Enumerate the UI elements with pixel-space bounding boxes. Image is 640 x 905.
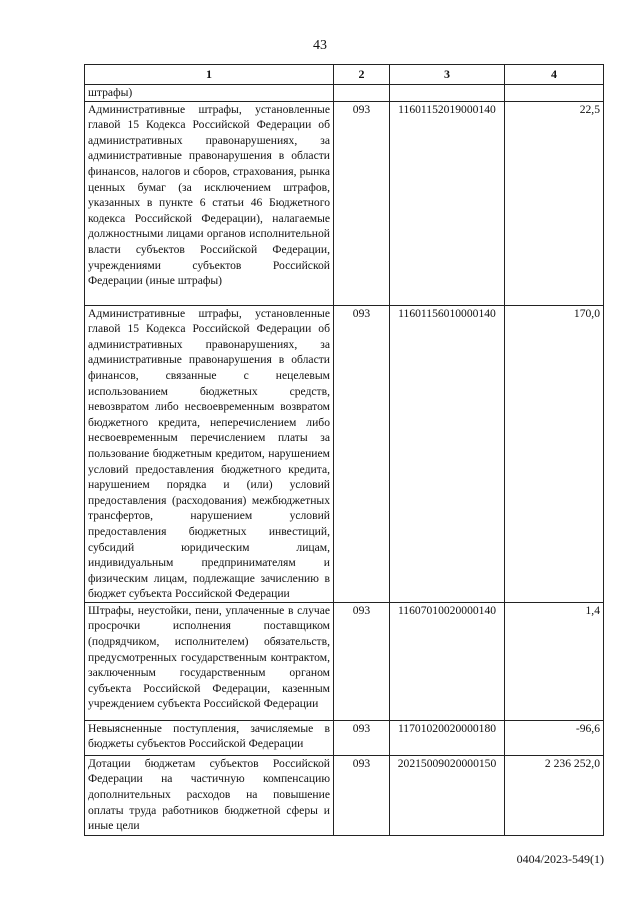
- table-row: [85, 305, 604, 602]
- table-row: [85, 602, 604, 720]
- row-amount: 22,5: [505, 101, 604, 305]
- continuation-row: [85, 85, 604, 102]
- table-row: [85, 720, 604, 755]
- row-description: Невыясненные поступления, зачисляемые в бюджеты субъектов Российской Федерации: [85, 720, 334, 755]
- row-kbk: 20215009020000150: [390, 755, 505, 835]
- row-description: Дотации бюджетам субъектов Российской Федерации на частичную компенсацию дополнительных расходов на повышение оплаты труда работников бюджетной сферы и иные цели: [85, 755, 334, 835]
- revenue-table: [84, 64, 604, 836]
- column-header-4: 4: [505, 65, 604, 85]
- row-admin-code: 093: [334, 101, 390, 305]
- row-amount: -96,6: [505, 720, 604, 755]
- row-amount: 2 236 252,0: [505, 755, 604, 835]
- column-header-3: 3: [390, 65, 505, 85]
- row-amount: 1,4: [505, 602, 604, 720]
- row-description: Административные штрафы, установленные главой 15 Кодекса Российской Федерации об административных правонарушениях, за административные правонарушения в области финансов, связанные с нецелевым использованием бюджетных средств, невозвратом либо несвоевременным возвратом бюджетного кредита, неперечислением либо несвоевременным перечислением платы за пользование бюджетным кредитом, нарушением условий предоставления бюджетного кредита, нарушением порядка и (или) условий предоставления (расходования) межбюджетных трансфертов, нарушением условий предоставления бюджетных инвестиций, субсидий юридическим лицам, индивидуальным предпринимателям и физическим лицам, подлежащие зачислению в бюджет субъекта Российской Федерации: [85, 305, 334, 602]
- row-admin-code: 093: [334, 602, 390, 720]
- row-admin-code: 093: [334, 720, 390, 755]
- row-amount: 170,0: [505, 305, 604, 602]
- row-kbk: 11701020020000180: [390, 720, 505, 755]
- continuation-text: штрафы): [85, 85, 334, 102]
- document-registration-number: 0404/2023-549(1): [516, 852, 604, 866]
- column-header-2: 2: [334, 65, 390, 85]
- page-number: 43: [313, 38, 327, 53]
- header-row: [85, 65, 604, 85]
- empty-cell: [390, 85, 505, 102]
- row-kbk: 11601156010000140: [390, 305, 505, 602]
- empty-cell: [505, 85, 604, 102]
- row-kbk: 11601152019000140: [390, 101, 505, 305]
- row-admin-code: 093: [334, 305, 390, 602]
- row-kbk: 11607010020000140: [390, 602, 505, 720]
- row-description: Административные штрафы, установленные главой 15 Кодекса Российской Федерации об административных правонарушениях, за административные правонарушения в области финансов, налогов и сборов, страхования, рынка ценных бумаг (за исключением штрафов, указанных в пункте 6 статьи 46 Бюджетного кодекса Российской Федерации), налагаемые должностными лицами органов исполнительной власти субъектов Российской Федерации, учреждениями субъектов Российской Федерации (иные штрафы): [85, 101, 334, 305]
- column-header-1: 1: [85, 65, 334, 85]
- table-row: [85, 755, 604, 835]
- row-admin-code: 093: [334, 755, 390, 835]
- empty-cell: [334, 85, 390, 102]
- row-description: Штрафы, неустойки, пени, уплаченные в случае просрочки исполнения поставщиком (подрядчиком, исполнителем) обязательств, предусмотренных государственным контрактом, заключенным государственным органом субъекта Российской Федерации, казенным учреждением субъекта Российской Федерации: [85, 602, 334, 720]
- table-row: [85, 101, 604, 305]
